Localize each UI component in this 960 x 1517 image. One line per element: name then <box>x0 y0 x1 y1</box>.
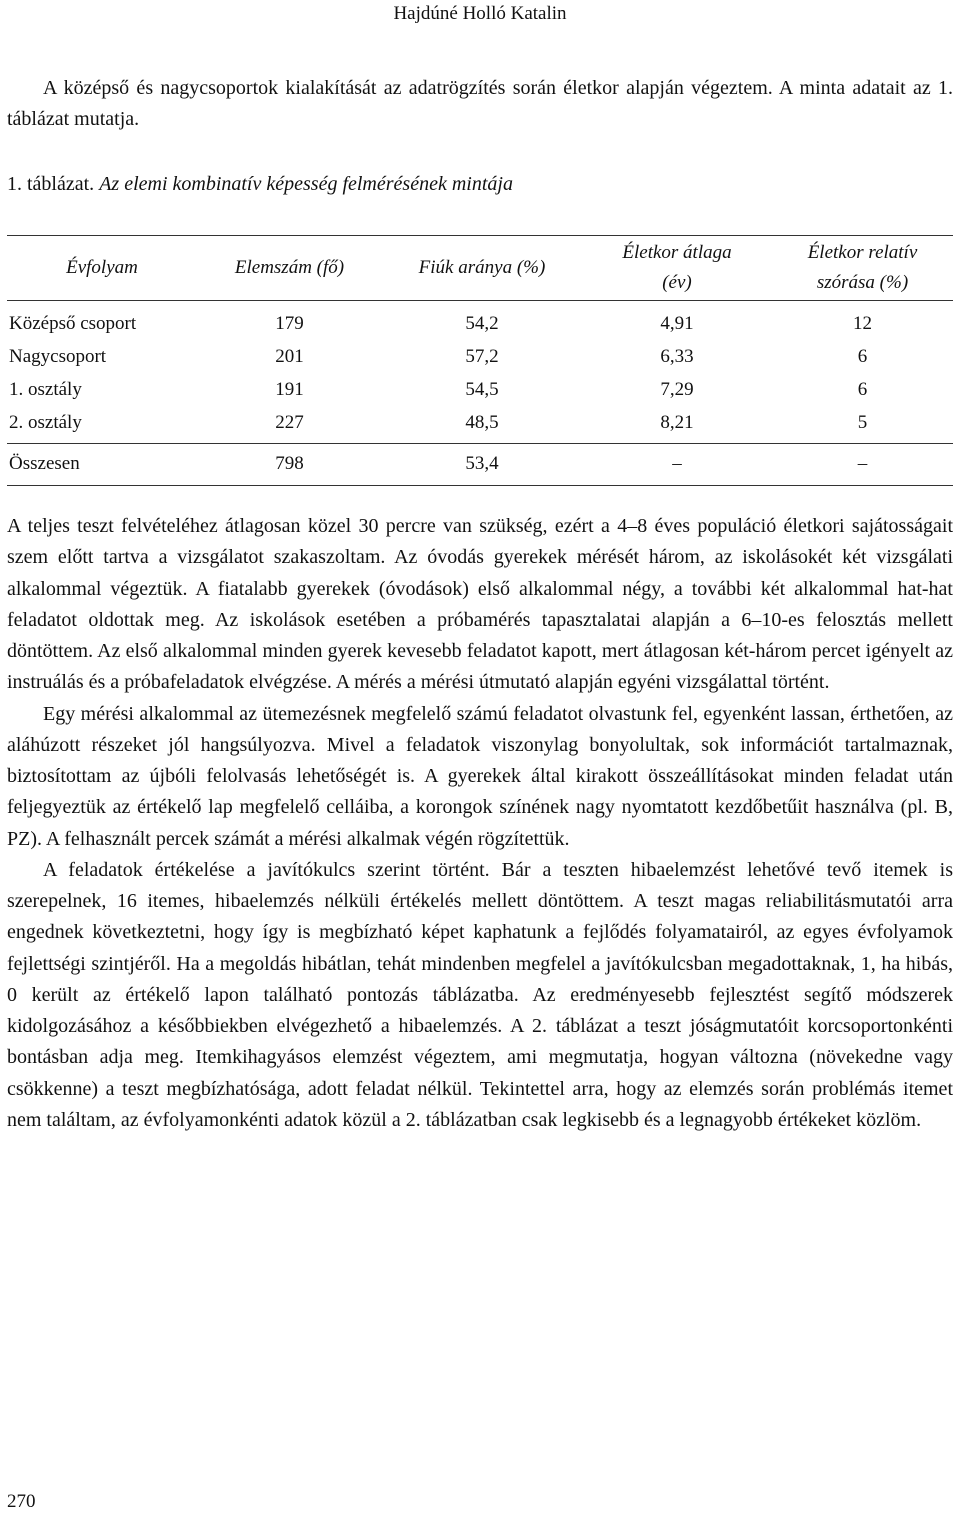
running-header: Hajdúné Holló Katalin <box>393 3 567 24</box>
cell-fiuk-aranya: 48,5 <box>465 412 499 433</box>
total-elemszam: 798 <box>197 444 382 486</box>
body-paragraph: A feladatok értékelése a javítókulcs szerint történt. Bár a teszten hibaelemzést lehetővé tevő itemek is szerepelnek, 16 itemes, hibaelemzés nélküli értékelés mellett döntöttem. A teszt magas reliabilitásmutatói arra engednek következtetni, hogy így is megbízható képet kaphatunk a fejlődés folyamatairól, az egyes évfolyamok fejlettségi szintjéről. Ha a megoldás hibátlan, tehát mindenben megfelel a javítókulcsban megadottaknak, 1, ha hibás, 0 került az értékelő lapon található pontozás táblázatba. Az eredményesebb fejlesztést segítő módszerek kidolgozásához a későbbiekben elvégezhető a hibaelemzés. A 2. táblázat a teszt jóságmutatóit korcsoportonkénti bontásban adja meg. Itemkihagyásos elemzést végeztem, ami megmutatja, hogyan változna (növekedne vagy csökkenne) a teszt megbízhatósága, adott feladat nélkül. Tekintettel arra, hogy az elemzés során problémás itemet nem találtam, az évfolyamonkénti adatok közül a 2. táblázatban csak legkisebb és a legnagyobb értékeket közlöm. <box>7 858 953 1131</box>
cell-eletkor-szorasa: 12 <box>853 313 872 334</box>
cell-eletkor-atlaga: 8,21 <box>660 412 694 433</box>
header-eletkor-szorasa-text: Életkor relatív szórása (%) <box>807 242 918 293</box>
cell-elemszam: 191 <box>275 379 304 400</box>
table-row <box>7 373 953 406</box>
cell-eletkor-szorasa: 5 <box>857 412 868 433</box>
table-row <box>7 340 953 373</box>
table-header-row <box>7 236 953 301</box>
header-eletkor-atlaga-text: Életkor átlaga (év) <box>622 242 732 293</box>
cell-eletkor-szorasa: 6 <box>857 346 868 367</box>
header-elemszam: Elemszám (fő) <box>197 236 382 301</box>
cell-elemszam: 201 <box>275 346 304 367</box>
table-caption-title: Az elemi kombinatív képesség felmérésének mintája <box>99 173 513 195</box>
cell-elemszam: 227 <box>275 412 304 433</box>
intro-paragraph: A középső és nagycsoportok kialakítását az adatrögzítés során életkor alapján végeztem. A minta adatait az 1. táblázat mutatja. <box>7 77 953 130</box>
cell-eletkor-atlaga: 6,33 <box>660 346 694 367</box>
body-text <box>7 511 953 1136</box>
cell-fiuk-aranya: 54,2 <box>465 313 499 334</box>
row-label: Középső csoport <box>9 313 137 334</box>
header-fiuk-aranya: Fiúk aránya (%) <box>382 236 582 301</box>
table-row <box>7 406 953 444</box>
header-eletkor-atlaga <box>582 236 772 301</box>
row-label: 1. osztály <box>9 379 82 400</box>
cell-eletkor-szorasa: 6 <box>857 379 868 400</box>
table-caption <box>7 169 513 200</box>
cell-fiuk-aranya: 54,5 <box>465 379 499 400</box>
row-label: Nagycsoport <box>9 346 107 367</box>
total-label: Összesen <box>7 444 197 486</box>
table-caption-label: 1. táblázat. <box>7 173 95 195</box>
table-total-row <box>7 444 953 486</box>
total-eletkor-szorasa: – <box>772 444 953 486</box>
total-eletkor-atlaga: – <box>582 444 772 486</box>
cell-elemszam: 179 <box>275 313 304 334</box>
header-evfolyam: Évfolyam <box>7 236 197 301</box>
cell-eletkor-atlaga: 7,29 <box>660 379 694 400</box>
table-row <box>7 301 953 341</box>
cell-fiuk-aranya: 57,2 <box>465 346 499 367</box>
row-label: 2. osztály <box>9 412 82 433</box>
page-number: 270 <box>7 1491 36 1512</box>
total-fiuk-aranya: 53,4 <box>382 444 582 486</box>
sample-table <box>7 235 953 486</box>
body-paragraph: A teljes teszt felvételéhez átlagosan közel 30 percre van szükség, ezért a 4–8 éves populáció életkori sajátosságait szem előtt tartva a vizsgálatot szakaszoltam. Az óvodás gyerekek mérését három, az iskolásokét két vizsgálati alkalommal végeztük. A fiatalabb gyerekek (óvodások) első alkalommal négy, a további két alkalommal hat-hat feladatot oldottak meg. Az iskolások esetében a próbamérés tapasztalatai alapján a 6–10-es felosztás mellett döntöttem. Az első alkalommal minden gyerek kevesebb feladatot kapott, mert átlagosan két-három percet igényelt az instruálás és a próbafeladatok elvégzése. A mérés a mérési útmutató alapján egyéni vizsgálattal történt. <box>7 515 953 694</box>
body-paragraph: Egy mérési alkalommal az ütemezésnek megfelelő számú feladatot olvastunk fel, egyenként lassan, érthetően, az aláhúzott részeket jól hangsúlyozva. Mivel a feladatok viszonylag bonyolultak, sok információt tartalmaznak, biztosítottam az újbóli felolvasás lehetőségét is. A gyerekek által kirakott összeállításokat minden feladat után feljegyeztük az értékelő lap megfelelő celláiba, a korongok színének nagy nyomtatott kezdőbetűit használva (pl. B, PZ). A felhasznált percek számát a mérési alkalmak végén rögzítettük. <box>7 702 953 850</box>
cell-eletkor-atlaga: 4,91 <box>660 313 694 334</box>
header-eletkor-szorasa <box>772 236 953 301</box>
